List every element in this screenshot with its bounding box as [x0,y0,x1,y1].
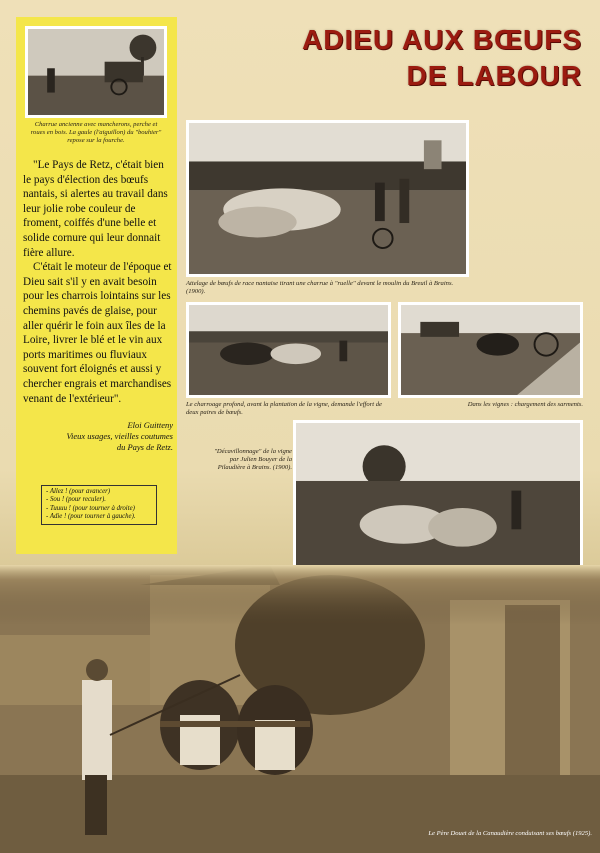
caption-top-left: Charrue ancienne avec mancherons, perche et roues en bois. La gaule (l'aiguillon) du "bouhier" repose sur la fourche. [30,121,162,144]
title-line-2: DE LABOUR [406,60,582,91]
photo-vine-loading [398,302,583,398]
photo-deep-ploughing [186,302,391,398]
quote-source-2: du Pays de Retz. [116,442,173,452]
caption-mid-left: Le charroage profond, avant la plantation de la vigne, demande l'effort de deux paires de bœufs. [186,401,382,416]
quote-block [23,158,173,406]
caption-mid-right: Dans les vignes : chargement des sarments. [467,401,583,408]
quote-paragraph-1: "Le Pays de Retz, c'était bien le pays d'élection des bœufs nantais, si alertes au travail dans leur jolie robe couleur de froment, coiffés d'une belle et solide cornure qui leur donnait fière allure. [23,159,168,259]
quote-attribution [23,420,173,453]
quote-author: Eloi Guitteny [127,420,173,430]
command-item: - Allez ! (pour avancer) [46,488,111,495]
command-item: - Adie ! (pour tourner à gauche). [46,513,136,521]
photo-pere-douet [0,565,600,853]
command-item: - Tuuuu ! (pour tourner à droite) [46,504,135,512]
quote-paragraph-2: C'était le moteur de l'époque et Dieu sait s'il y en avait besoin pour les charrois lointains sur les chemins pavés de glaise, pour aller quérir le foin aux îles de la Loire, livrer le blé et le vin aux ports maritimes ou fluviaux souvent fort éloignés et aussi y chercher engrais et marchandises venant de l'extérieur". [23,261,172,405]
quote-source-1: Vieux usages, vieilles coutumes [66,431,173,441]
page-title [302,22,582,94]
caption-lower-right: "Décavillonnage" de la vigne par Julien Bouyer de la Pilaudière à Brains. (1900). [214,448,292,471]
command-item: - Sou ! (pour reculer). [46,496,106,504]
photo-old-plough [25,26,167,118]
photo-oxen-mill [186,120,469,277]
caption-main: Attelage de bœufs de race nantaise tirant une charrue à "ruelle" devant le moulin du Breuil à Brains. (1900). [186,280,454,295]
title-line-1: ADIEU AUX BŒUFS [302,24,582,55]
caption-bottom: Le Père Douet de la Canaudière conduisant ses bœufs (1925). [428,830,592,837]
commands-box [41,485,157,525]
